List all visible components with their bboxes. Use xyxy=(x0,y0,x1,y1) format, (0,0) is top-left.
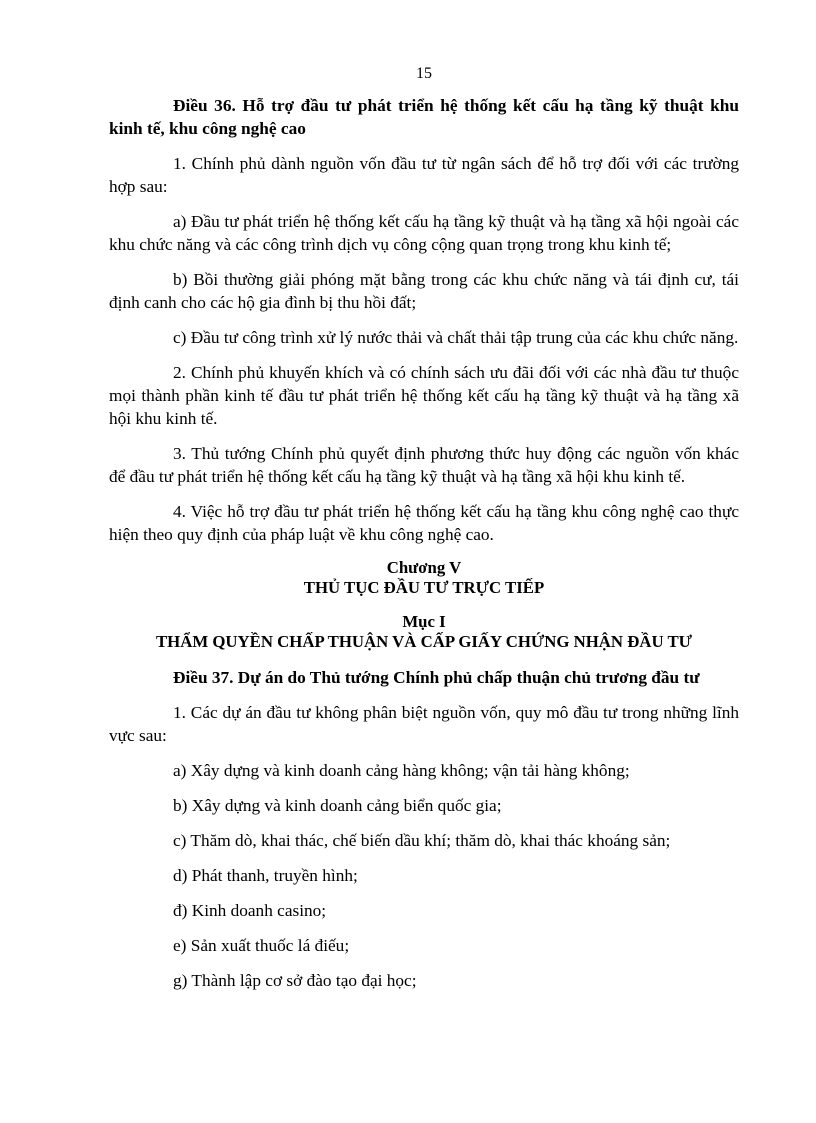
chapter-heading xyxy=(109,558,739,598)
article-36-paragraph-3: 3. Thủ tướng Chính phủ quyết định phương thức huy động các nguồn vốn khác để đầu tư phát triển hệ thống kết cấu hạ tầng kỹ thuật và hạ tầng xã hội khu kinh tế. xyxy=(109,444,739,486)
article-36-heading: Điều 36. Hỗ trợ đầu tư phát triển hệ thống kết cấu hạ tầng kỹ thuật khu kinh tế, khu công nghệ cao xyxy=(109,96,739,138)
section-heading xyxy=(109,612,739,652)
article-36-paragraph-2: 2. Chính phủ khuyến khích và có chính sách ưu đãi đối với các nhà đầu tư thuộc mọi thành phần kinh tế đầu tư phát triển hệ thống kết cấu hạ tầng kỹ thuật và hạ tầng xã hội khu kinh tế. xyxy=(109,363,739,428)
article-37-item-c: c) Thăm dò, khai thác, chế biến dầu khí; thăm dò, khai thác khoáng sản; xyxy=(173,831,671,850)
article-36-paragraph-1a: a) Đầu tư phát triển hệ thống kết cấu hạ tầng kỹ thuật và hạ tầng xã hội ngoài các khu chức năng và các công trình dịch vụ công cộng quan trọng trong khu kinh tế; xyxy=(109,212,739,254)
chapter-label: Chương V xyxy=(386,558,462,577)
article-36-paragraph-1b: b) Bồi thường giải phóng mặt bằng trong các khu chức năng và tái định cư, tái định canh cho các hộ gia đình bị thu hồi đất; xyxy=(109,270,739,312)
article-36-paragraph-1c: c) Đầu tư công trình xử lý nước thải và chất thải tập trung của các khu chức năng. xyxy=(173,328,739,347)
document-page xyxy=(109,62,739,1004)
article-36-paragraph-4: 4. Việc hỗ trợ đầu tư phát triển hệ thống kết cấu hạ tầng khu công nghệ cao thực hiện theo quy định của pháp luật về khu công nghệ cao. xyxy=(109,502,739,544)
article-37-item-a: a) Xây dựng và kinh doanh cảng hàng không; vận tải hàng không; xyxy=(173,761,630,780)
article-36-paragraph-1: 1. Chính phủ dành nguồn vốn đầu tư từ ngân sách để hỗ trợ đối với các trường hợp sau: xyxy=(109,154,739,196)
article-37-item-b: b) Xây dựng và kinh doanh cảng biển quốc gia; xyxy=(173,796,502,815)
article-37-item-d: d) Phát thanh, truyền hình; xyxy=(173,866,358,885)
article-36 xyxy=(109,94,739,546)
page-number: 15 xyxy=(416,65,432,82)
article-37-paragraph-1: 1. Các dự án đầu tư không phân biệt nguồn vốn, quy mô đầu tư trong những lĩnh vực sau: xyxy=(109,703,739,745)
section-label: Mục I xyxy=(402,612,446,631)
article-37-item-g: g) Thành lập cơ sở đào tạo đại học; xyxy=(173,971,417,990)
section-title: THẨM QUYỀN CHẤP THUẬN VÀ CẤP GIẤY CHỨNG NHẬN ĐẦU TƯ xyxy=(155,632,693,651)
article-37-item-e: e) Sản xuất thuốc lá điếu; xyxy=(173,936,350,955)
article-37-item-dd: đ) Kinh doanh casino; xyxy=(173,901,327,920)
chapter-title: THỦ TỤC ĐẦU TƯ TRỰC TIẾP xyxy=(303,578,545,597)
article-37-heading: Điều 37. Dự án do Thủ tướng Chính phủ chấp thuận chủ trương đầu tư xyxy=(173,668,700,687)
article-37 xyxy=(109,666,739,992)
